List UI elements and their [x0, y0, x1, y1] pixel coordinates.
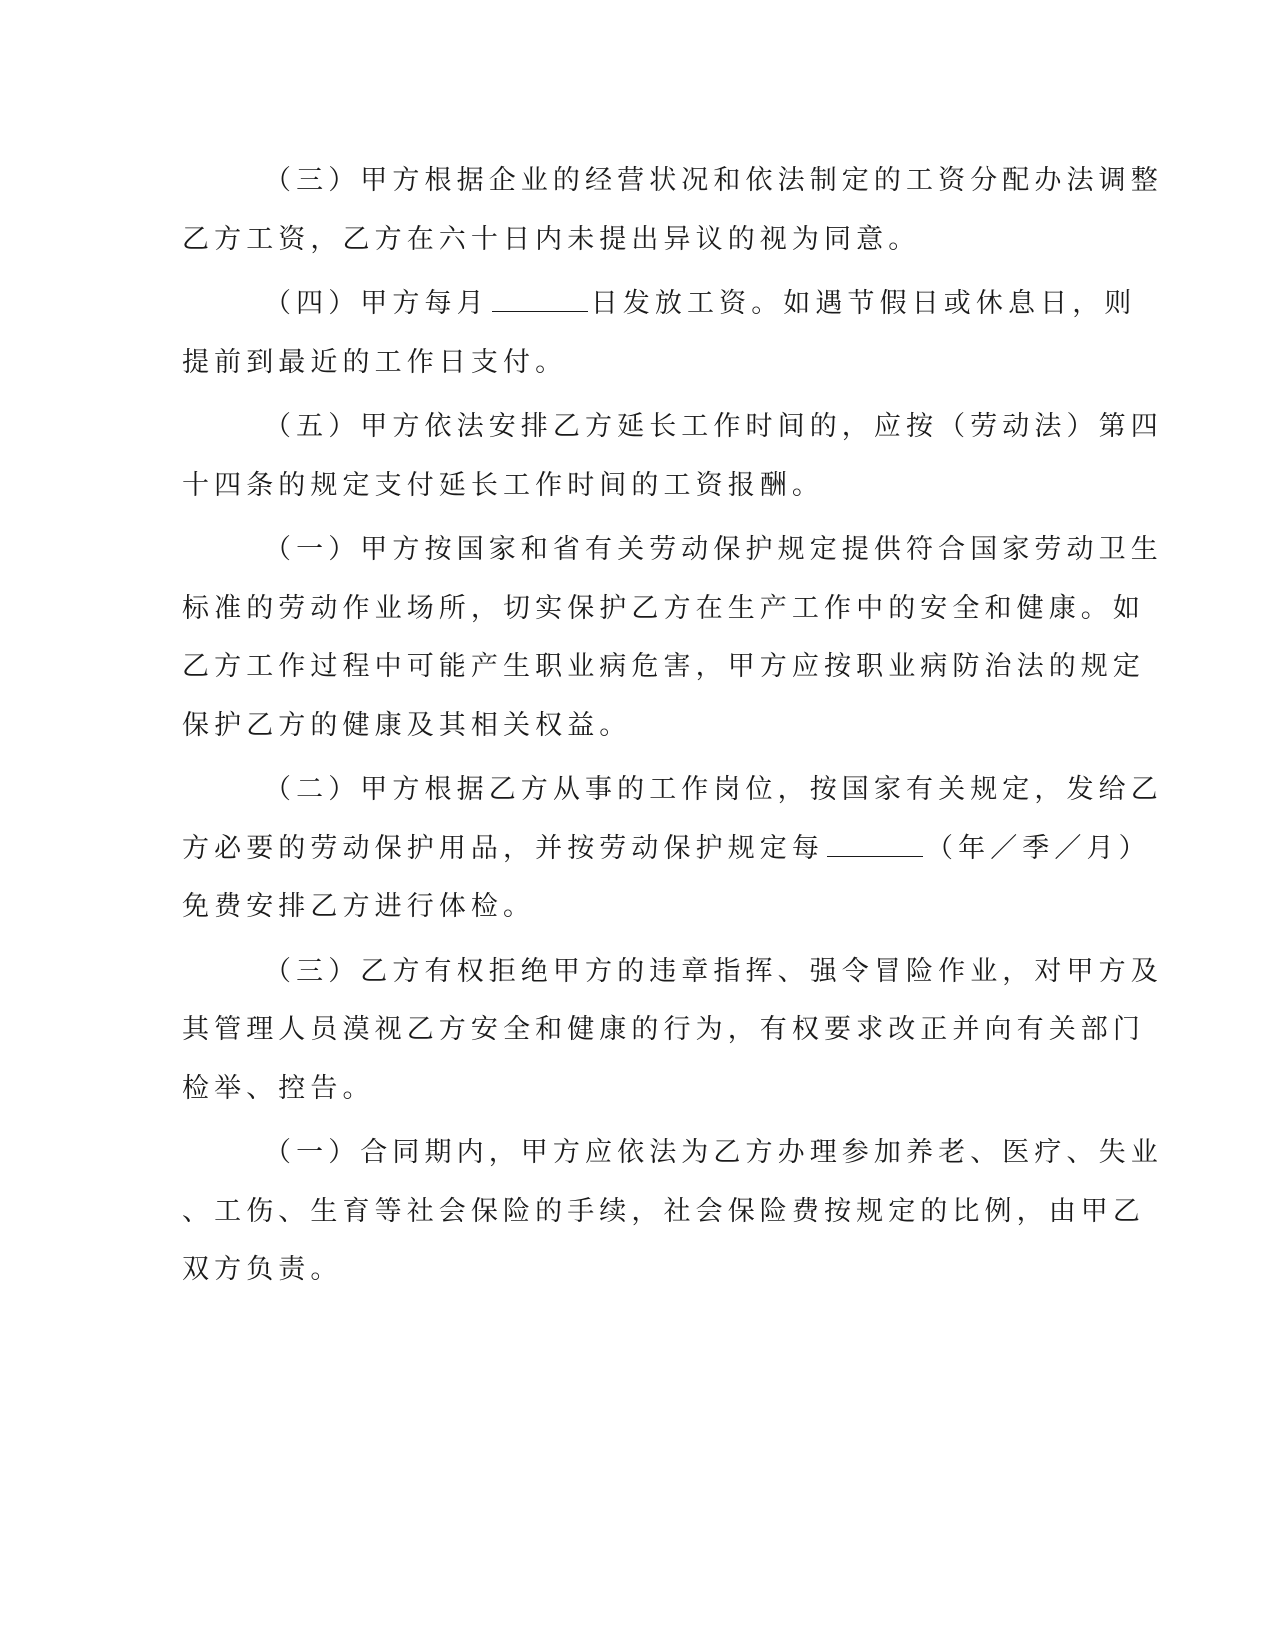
text-segment: 日发放工资。如遇节假日或休息日，则: [590, 288, 1137, 319]
checkup-frequency-blank-field: [827, 836, 923, 857]
text-line: 、工伤、生育等社会保险的手续，社会保险费按规定的比例，由甲乙: [182, 1195, 1145, 1227]
paragraph-overtime: [182, 398, 1163, 515]
paragraph-workplace-safety: [182, 521, 1163, 755]
text-line: （一）甲方按国家和省有关劳动保护规定提供符合国家劳动卫生: [264, 534, 1163, 565]
text-segment: （四）甲方每月: [264, 288, 489, 319]
text-segment: （年／季／月）: [926, 832, 1151, 864]
text-line: [182, 275, 1137, 334]
text-line: （二）甲方根据乙方从事的工作岗位，按国家有关规定，发给乙: [264, 774, 1163, 805]
text-line: 双方负责。: [182, 1254, 343, 1285]
paragraph-payday: [182, 275, 1137, 392]
paragraph-wage-adjustment: [182, 152, 1163, 269]
text-line: 提前到最近的工作日支付。: [182, 346, 568, 378]
text-line: 保护乙方的健康及其相关权益。: [182, 709, 632, 741]
text-line: 其管理人员漠视乙方安全和健康的行为，有权要求改正并向有关部门: [182, 1014, 1145, 1045]
text-line: （一）合同期内，甲方应依法为乙方办理参加养老、医疗、失业: [264, 1137, 1163, 1168]
paragraph-protective-equipment: [182, 761, 1163, 937]
text-line: （三）乙方有权拒绝甲方的违章指挥、强令冒险作业，对甲方及: [264, 955, 1163, 987]
text-line: 标准的劳动作业场所，切实保护乙方在生产工作中的安全和健康。如: [182, 592, 1145, 624]
payday-blank-field: [492, 291, 588, 312]
text-line: （三）甲方根据企业的经营状况和依法制定的工资分配办法调整: [264, 165, 1163, 196]
document-page: [182, 152, 1163, 1306]
text-line: 检举、控告。: [182, 1072, 375, 1104]
paragraph-social-insurance: [182, 1124, 1163, 1300]
paragraph-refuse-unsafe-work: [182, 943, 1163, 1119]
text-line: （五）甲方依法安排乙方延长工作时间的，应按（劳动法）第四: [264, 411, 1163, 442]
text-segment: 方必要的劳动保护用品，并按劳动保护规定每: [182, 832, 824, 864]
text-line: 十四条的规定支付延长工作时间的工资报酬。: [182, 469, 824, 501]
text-line: 乙方工作过程中可能产生职业病危害，甲方应按职业病防治法的规定: [182, 651, 1145, 682]
text-line: [182, 820, 1151, 879]
text-line: 免费安排乙方进行体检。: [182, 891, 536, 922]
text-line: 乙方工资，乙方在六十日内未提出异议的视为同意。: [182, 223, 921, 255]
